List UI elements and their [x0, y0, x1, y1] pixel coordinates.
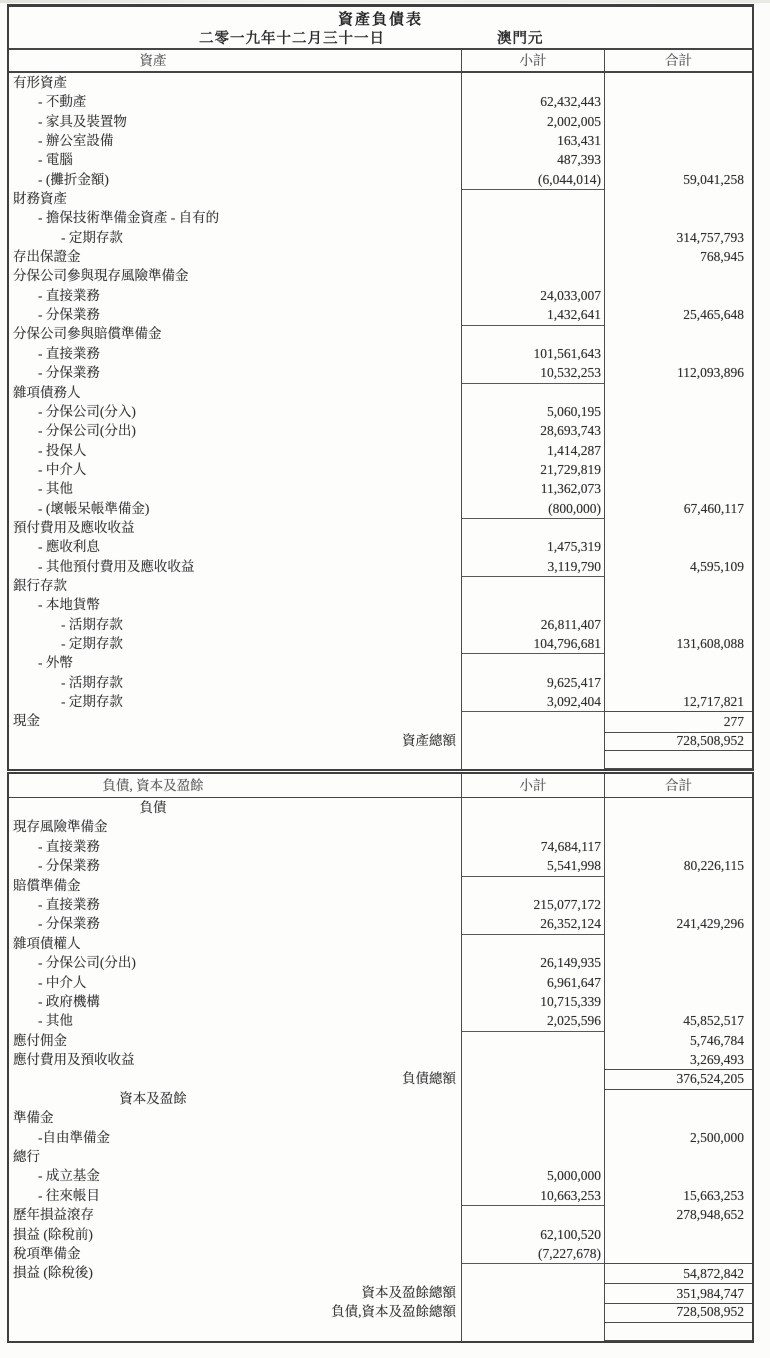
subtotal-cell [461, 266, 604, 285]
table-row [9, 441, 752, 460]
table-row [9, 876, 752, 895]
row-label: 資產總額 [402, 732, 456, 748]
total-cell: 12,717,821 [604, 692, 752, 712]
subtotal-cell: 62,100,520 [461, 1225, 604, 1244]
table-row [9, 1244, 752, 1263]
table-row [9, 595, 752, 614]
total-cell [604, 934, 752, 953]
table-row [9, 934, 752, 953]
total-cell: 112,093,896 [604, 363, 752, 383]
table-row [9, 798, 752, 817]
total-cell [604, 479, 752, 498]
subtotal-cell [461, 1302, 604, 1322]
subtotal-cell: 5,541,998 [461, 856, 604, 876]
total-cell: 351,984,747 [604, 1283, 752, 1304]
table-row [9, 421, 752, 440]
row-label: 資本及盈餘 [119, 1090, 187, 1106]
total-cell [604, 131, 752, 150]
table-row [9, 228, 752, 247]
subtotal-cell [461, 595, 604, 614]
table-row [9, 673, 752, 692]
row-label: 銀行存款 [13, 577, 67, 593]
total-cell [604, 208, 752, 227]
table-row [9, 1225, 752, 1244]
row-label [9, 750, 461, 769]
subtotal-cell: 24,033,007 [461, 286, 604, 305]
row-label: - (壞帳呆帳準備金) [38, 500, 150, 516]
total-cell [604, 992, 752, 1011]
assets-header-row [9, 50, 752, 73]
subtotal-cell: 101,561,643 [461, 344, 604, 363]
total-cell [604, 1244, 752, 1264]
page-title: 資產負債表 [337, 12, 423, 28]
row-label: 準備金 [13, 1110, 54, 1126]
total-cell [604, 441, 752, 460]
row-label: 應付佣金 [13, 1032, 67, 1048]
subtotal-cell [461, 189, 604, 208]
table-row [9, 731, 752, 750]
table-row [9, 1322, 752, 1341]
subtotal-cell [461, 518, 604, 537]
total-cell: 80,226,115 [604, 856, 752, 876]
row-label: 歷年損益滾存 [13, 1207, 94, 1223]
total-cell [604, 189, 752, 208]
total-cell [604, 1322, 752, 1341]
total-cell: 728,508,952 [604, 1302, 752, 1322]
total-cell [604, 1089, 752, 1108]
row-label: - 分保業務 [38, 365, 100, 381]
subtotal-cell [461, 1147, 604, 1166]
subtotal-column-header: 小計 [461, 774, 604, 797]
total-cell [604, 576, 752, 595]
table-row [9, 266, 752, 285]
row-label: - 不動產 [38, 94, 87, 110]
subtotal-cell: 21,729,819 [461, 460, 604, 479]
table-row [9, 750, 752, 769]
assets-rows [9, 73, 752, 769]
assets-column-header: 資產 [139, 53, 167, 68]
total-cell: 67,460,117 [604, 499, 752, 519]
subtotal-cell: 10,532,253 [461, 363, 604, 383]
subtotal-cell: 3,119,790 [461, 557, 604, 577]
subtotal-cell [461, 576, 604, 595]
row-label: - 直接業務 [38, 838, 100, 854]
row-label: 存出保證金 [13, 249, 81, 265]
row-label: - 家具及裝置物 [38, 113, 127, 129]
table-row [9, 344, 752, 363]
total-cell [604, 286, 752, 305]
subtotal-cell [461, 1263, 604, 1283]
table-row [9, 305, 752, 324]
table-row [9, 653, 752, 672]
subtotal-cell: 26,149,935 [461, 953, 604, 972]
total-cell: 278,948,652 [604, 1205, 752, 1224]
table-row [9, 1050, 752, 1069]
total-cell [604, 324, 752, 343]
table-row [9, 1263, 752, 1282]
subtotal-cell [461, 247, 604, 266]
total-cell: 2,500,000 [604, 1128, 752, 1147]
subtotal-cell: 10,715,339 [461, 992, 604, 1011]
row-label: 雜項債權人 [13, 935, 81, 951]
subtotal-cell [461, 798, 604, 817]
subtotal-cell: 26,811,407 [461, 615, 604, 634]
row-label: 總行 [13, 1149, 40, 1165]
total-cell [604, 973, 752, 992]
table-row [9, 460, 752, 479]
table-row [9, 576, 752, 595]
subtotal-cell: (7,227,678) [461, 1244, 604, 1264]
subtotal-cell [461, 711, 604, 732]
total-cell: 4,595,109 [604, 557, 752, 577]
liabilities-column-header: 負債, 資本及盈餘 [102, 778, 204, 793]
subtotal-cell: 62,432,443 [461, 92, 604, 111]
table-row [9, 363, 752, 382]
total-cell: 314,757,793 [604, 228, 752, 247]
currency-label: 澳門元 [497, 31, 544, 47]
total-cell: 15,663,253 [604, 1186, 752, 1206]
row-label: - 擔保技術準備金資產 - 自有的 [38, 210, 220, 226]
table-row [9, 1283, 752, 1302]
total-cell [604, 750, 752, 769]
total-cell: 25,465,648 [604, 305, 752, 325]
subtotal-cell [461, 1322, 604, 1341]
subtotal-cell [461, 1283, 604, 1304]
total-cell [604, 537, 752, 556]
subtotal-cell [461, 1128, 604, 1147]
subtotal-cell [461, 1089, 604, 1108]
liabilities-rows [9, 798, 752, 1341]
total-cell [604, 344, 752, 363]
table-row [9, 537, 752, 556]
row-label: - 定期存款 [61, 635, 123, 651]
total-cell [604, 817, 752, 836]
row-label: - 投保人 [38, 442, 87, 458]
subtotal-cell: 2,025,596 [461, 1011, 604, 1031]
table-row [9, 692, 752, 711]
total-cell [604, 112, 752, 131]
row-label: 負債總額 [402, 1071, 456, 1087]
subtotal-cell [461, 1108, 604, 1127]
table-row [9, 383, 752, 402]
table-row [9, 208, 752, 227]
total-cell [604, 1147, 752, 1166]
row-label: - 其他 [38, 481, 73, 497]
total-cell [604, 266, 752, 285]
row-label: - 定期存款 [61, 694, 123, 709]
subtotal-cell [461, 73, 604, 92]
liabilities-header-row [9, 774, 752, 798]
total-cell: 241,429,296 [604, 914, 752, 934]
total-cell [604, 673, 752, 692]
row-label: - 中介人 [38, 974, 87, 990]
total-cell [604, 383, 752, 402]
total-cell: 54,872,842 [604, 1263, 752, 1283]
subtotal-cell: 487,393 [461, 150, 604, 169]
table-row [9, 837, 752, 856]
row-label: 分保公司參與現存風險準備金 [13, 268, 189, 284]
row-label: - 分保公司(分出) [38, 955, 136, 971]
table-row [9, 992, 752, 1011]
subtotal-cell: 3,092,404 [461, 692, 604, 712]
row-label: - 直接業務 [38, 287, 100, 303]
table-row [9, 856, 752, 875]
subtotal-cell: 104,796,681 [461, 634, 604, 654]
table-row [9, 557, 752, 576]
row-label: - 分保業務 [38, 916, 100, 932]
total-cell [604, 876, 752, 895]
liabilities-table [7, 772, 754, 1343]
total-cell [604, 895, 752, 914]
table-row [9, 499, 752, 518]
total-cell [604, 518, 752, 537]
total-cell: 45,852,517 [604, 1011, 752, 1031]
table-row [9, 1166, 752, 1185]
subtotal-cell [461, 208, 604, 227]
table-row [9, 479, 752, 498]
row-label: - 應收利息 [38, 539, 100, 555]
total-cell [604, 150, 752, 169]
row-label: - 分保業務 [38, 858, 100, 874]
row-label: - 辦公室設備 [38, 133, 114, 149]
row-label: - 政府機構 [38, 993, 100, 1009]
subtotal-cell [461, 324, 604, 343]
row-label [9, 1322, 461, 1341]
table-row [9, 286, 752, 305]
total-cell: 376,524,205 [604, 1069, 752, 1089]
total-cell [604, 615, 752, 634]
table-row [9, 150, 752, 169]
subtotal-cell [461, 1050, 604, 1070]
total-cell [604, 421, 752, 440]
table-row [9, 1031, 752, 1050]
total-cell: 5,746,784 [604, 1031, 752, 1050]
subtotal-cell: 28,693,743 [461, 421, 604, 440]
row-label: - 往來帳目 [38, 1187, 100, 1203]
row-label: 稅項準備金 [13, 1245, 81, 1261]
row-label: 雜項債務人 [13, 384, 81, 400]
statement-date: 二零一九年十二月三十一日 [199, 31, 385, 47]
subtotal-cell: (6,044,014) [461, 170, 604, 190]
table-row [9, 895, 752, 914]
row-label: 有形資產 [13, 75, 67, 90]
row-label: 負債 [139, 800, 167, 815]
table-row [9, 1108, 752, 1127]
total-cell: 131,608,088 [604, 634, 752, 654]
row-label: 分保公司參與賠償準備金 [13, 326, 162, 342]
row-label: -自由準備金 [38, 1129, 110, 1145]
subtotal-cell [461, 228, 604, 247]
row-label: - 電腦 [38, 152, 73, 168]
table-row [9, 711, 752, 730]
row-label: - 分保公司(分入) [38, 403, 136, 419]
row-label: - 分保業務 [38, 307, 100, 323]
table-row [9, 131, 752, 150]
total-column-header: 合計 [604, 50, 752, 71]
table-row [9, 73, 752, 92]
subtotal-cell [461, 731, 604, 751]
subtotal-cell: (800,000) [461, 499, 604, 519]
total-cell [604, 1225, 752, 1244]
subtotal-cell: 2,002,005 [461, 112, 604, 131]
table-row [9, 1069, 752, 1088]
assets-table [7, 4, 754, 771]
row-label: 應付費用及預收收益 [13, 1052, 135, 1068]
total-cell [604, 73, 752, 92]
total-cell [604, 460, 752, 479]
row-label: - 直接業務 [38, 896, 100, 912]
table-row [9, 170, 752, 189]
subtotal-cell: 6,961,647 [461, 973, 604, 992]
subtotal-cell [461, 383, 604, 402]
total-cell [604, 92, 752, 111]
row-label: - (攤折金額) [38, 171, 109, 187]
row-label: - 成立基金 [38, 1168, 100, 1184]
row-label: 資本及盈餘總額 [361, 1284, 456, 1300]
subtotal-cell: 74,684,117 [461, 837, 604, 856]
row-label: 現金 [13, 713, 40, 729]
subtotal-cell: 5,000,000 [461, 1166, 604, 1185]
row-label: - 其他 [38, 1013, 73, 1029]
subtotal-cell [461, 1069, 604, 1089]
row-label: - 外幣 [38, 655, 73, 671]
subtotal-cell [461, 934, 604, 953]
row-label: 財務資產 [13, 191, 67, 207]
table-row [9, 1089, 752, 1108]
subtotal-cell: 10,663,253 [461, 1186, 604, 1206]
subtotal-cell: 26,352,124 [461, 914, 604, 934]
subtotal-cell: 1,414,287 [461, 441, 604, 460]
table-row [9, 634, 752, 653]
row-label: - 定期存款 [61, 229, 123, 245]
table-row [9, 817, 752, 836]
total-cell [604, 837, 752, 856]
row-label: - 活期存款 [61, 616, 123, 632]
table-row [9, 914, 752, 933]
total-cell [604, 595, 752, 614]
total-cell [604, 402, 752, 421]
table-row [9, 615, 752, 634]
table-row [9, 112, 752, 131]
table-row [9, 1205, 752, 1224]
total-cell: 768,945 [604, 247, 752, 266]
row-label: 損益 (除稅前) [13, 1226, 93, 1242]
subtotal-column-header: 小計 [461, 50, 604, 71]
row-label: - 其他預付費用及應收收益 [38, 558, 195, 574]
table-row [9, 324, 752, 343]
table-row [9, 1186, 752, 1205]
table-row [9, 953, 752, 972]
subtotal-cell [461, 1205, 604, 1224]
subtotal-cell [461, 1031, 604, 1050]
table-row [9, 402, 752, 421]
row-label: 預付費用及應收收益 [13, 519, 135, 535]
table-row [9, 1128, 752, 1147]
total-cell [604, 1108, 752, 1127]
row-label: 損益 (除稅後) [13, 1265, 93, 1281]
row-label: 負債,資本及盈餘總額 [331, 1304, 456, 1320]
row-label: - 活期存款 [61, 674, 123, 690]
total-cell: 3,269,493 [604, 1050, 752, 1070]
subtotal-cell: 163,431 [461, 131, 604, 150]
total-cell [604, 653, 752, 672]
row-label: - 直接業務 [38, 345, 100, 361]
table-row [9, 189, 752, 208]
table-row [9, 1011, 752, 1030]
total-cell [604, 798, 752, 817]
subtotal-cell: 9,625,417 [461, 673, 604, 692]
subtotal-cell: 1,432,641 [461, 305, 604, 325]
document-header [9, 7, 752, 50]
table-row [9, 1147, 752, 1166]
table-row [9, 247, 752, 266]
row-label: - 本地貨幣 [38, 597, 100, 613]
subtotal-cell: 5,060,195 [461, 402, 604, 421]
subtotal-cell [461, 876, 604, 895]
total-cell [604, 953, 752, 972]
total-column-header: 合計 [604, 774, 752, 797]
subtotal-cell: 11,362,073 [461, 479, 604, 498]
table-row [9, 518, 752, 537]
total-cell: 59,041,258 [604, 170, 752, 190]
table-row [9, 1302, 752, 1321]
subtotal-cell: 1,475,319 [461, 537, 604, 556]
subtotal-cell: 215,077,172 [461, 895, 604, 914]
total-cell [604, 1166, 752, 1185]
subtotal-cell [461, 817, 604, 836]
total-cell: 277 [604, 711, 752, 732]
table-row [9, 973, 752, 992]
row-label: 現存風險準備金 [13, 819, 108, 835]
subtotal-cell [461, 653, 604, 672]
row-label: - 分保公司(分出) [38, 423, 136, 439]
row-label: - 中介人 [38, 461, 87, 477]
total-cell: 728,508,952 [604, 731, 752, 751]
subtotal-cell [461, 750, 604, 769]
table-row [9, 92, 752, 111]
row-label: 賠償準備金 [13, 877, 81, 893]
